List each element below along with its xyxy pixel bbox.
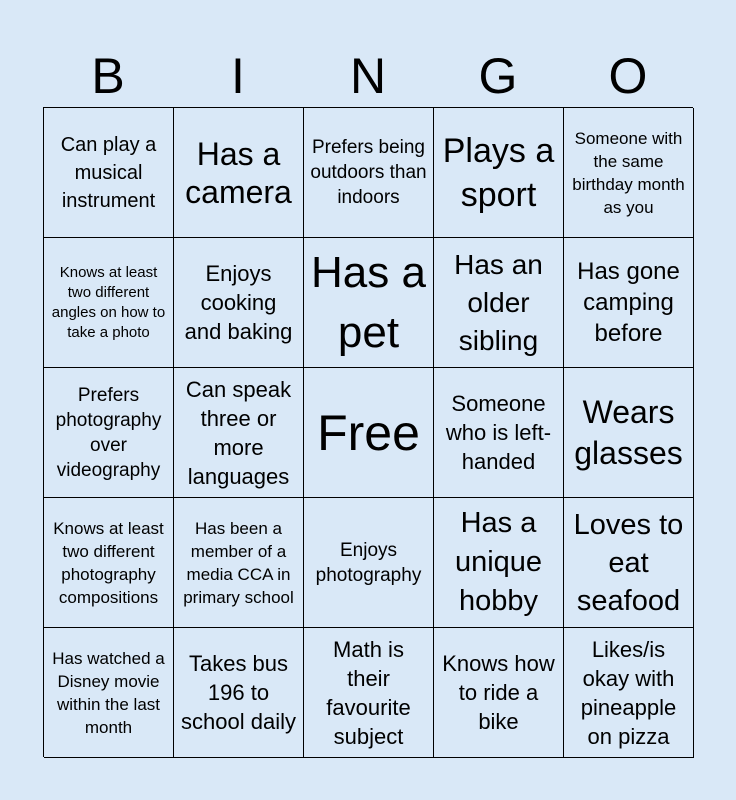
header-letter-g: G <box>478 48 518 104</box>
cell-label: Has a unique hobby <box>454 507 543 617</box>
cell-label: Has a pet <box>311 247 426 357</box>
cell-label: Prefers being outdoors than indoors <box>310 137 427 208</box>
header-letter-n: N <box>349 48 387 104</box>
cell-label: Prefers photography over videography <box>55 384 162 481</box>
bingo-cell[interactable] <box>44 238 174 368</box>
bingo-cell[interactable] <box>304 628 434 758</box>
cell-label: Has a camera <box>185 135 292 210</box>
bingo-cell[interactable] <box>564 238 694 368</box>
bingo-cell[interactable] <box>304 238 434 368</box>
bingo-cell[interactable] <box>44 498 174 628</box>
cell-label: Free <box>317 404 420 461</box>
bingo-cell[interactable] <box>564 628 694 758</box>
bingo-cell[interactable] <box>434 108 564 238</box>
cell-label: Plays a sport <box>442 131 555 214</box>
cell-label: Has an older sibling <box>454 248 543 356</box>
cell-label: Has been a member of a media CCA in primary school <box>183 518 294 607</box>
header-letter-i: I <box>231 48 245 104</box>
bingo-cell[interactable] <box>564 368 694 498</box>
bingo-cell[interactable] <box>434 238 564 368</box>
bingo-cell[interactable] <box>174 628 304 758</box>
bingo-cell[interactable] <box>304 498 434 628</box>
cell-label: Has gone camping before <box>577 258 680 347</box>
free-space[interactable] <box>304 368 434 498</box>
cell-label: Knows at least two different angles on how to take a photo <box>51 263 166 341</box>
cell-label: Knows at least two different photography compositions <box>53 518 164 607</box>
bingo-cell[interactable] <box>564 498 694 628</box>
bingo-grid <box>43 107 693 757</box>
bingo-cell[interactable] <box>174 498 304 628</box>
cell-label: Enjoys cooking and baking <box>184 261 293 344</box>
bingo-header <box>43 44 693 108</box>
cell-label: Has watched a Disney movie within the last month <box>52 648 165 737</box>
bingo-cell[interactable] <box>44 628 174 758</box>
bingo-cell[interactable] <box>564 108 694 238</box>
cell-label: Knows how to ride a bike <box>442 651 555 734</box>
cell-label: Can speak three or more languages <box>185 376 292 489</box>
cell-label: Wears glasses <box>574 393 683 471</box>
cell-label: Math is their favourite subject <box>326 636 411 749</box>
bingo-cell[interactable] <box>174 108 304 238</box>
bingo-cell[interactable] <box>304 108 434 238</box>
cell-label: Enjoys photography <box>315 539 422 586</box>
bingo-cell[interactable] <box>434 498 564 628</box>
bingo-cell[interactable] <box>174 368 304 498</box>
header-letter-b: B <box>91 48 125 104</box>
cell-label: Someone who is left-handed <box>445 391 552 474</box>
cell-label: Likes/is okay with pineapple on pizza <box>580 636 677 749</box>
cell-label: Loves to eat seafood <box>573 508 684 617</box>
cell-label: Can play a musical instrument <box>60 133 157 212</box>
cell-label: Takes bus 196 to school daily <box>181 651 296 734</box>
bingo-cell[interactable] <box>434 368 564 498</box>
bingo-cell[interactable] <box>44 368 174 498</box>
header-letter-o: O <box>608 48 648 104</box>
cell-label: Someone with the same birthday month as you <box>572 128 685 217</box>
bingo-cell[interactable] <box>174 238 304 368</box>
bingo-cell[interactable] <box>44 108 174 238</box>
bingo-cell[interactable] <box>434 628 564 758</box>
